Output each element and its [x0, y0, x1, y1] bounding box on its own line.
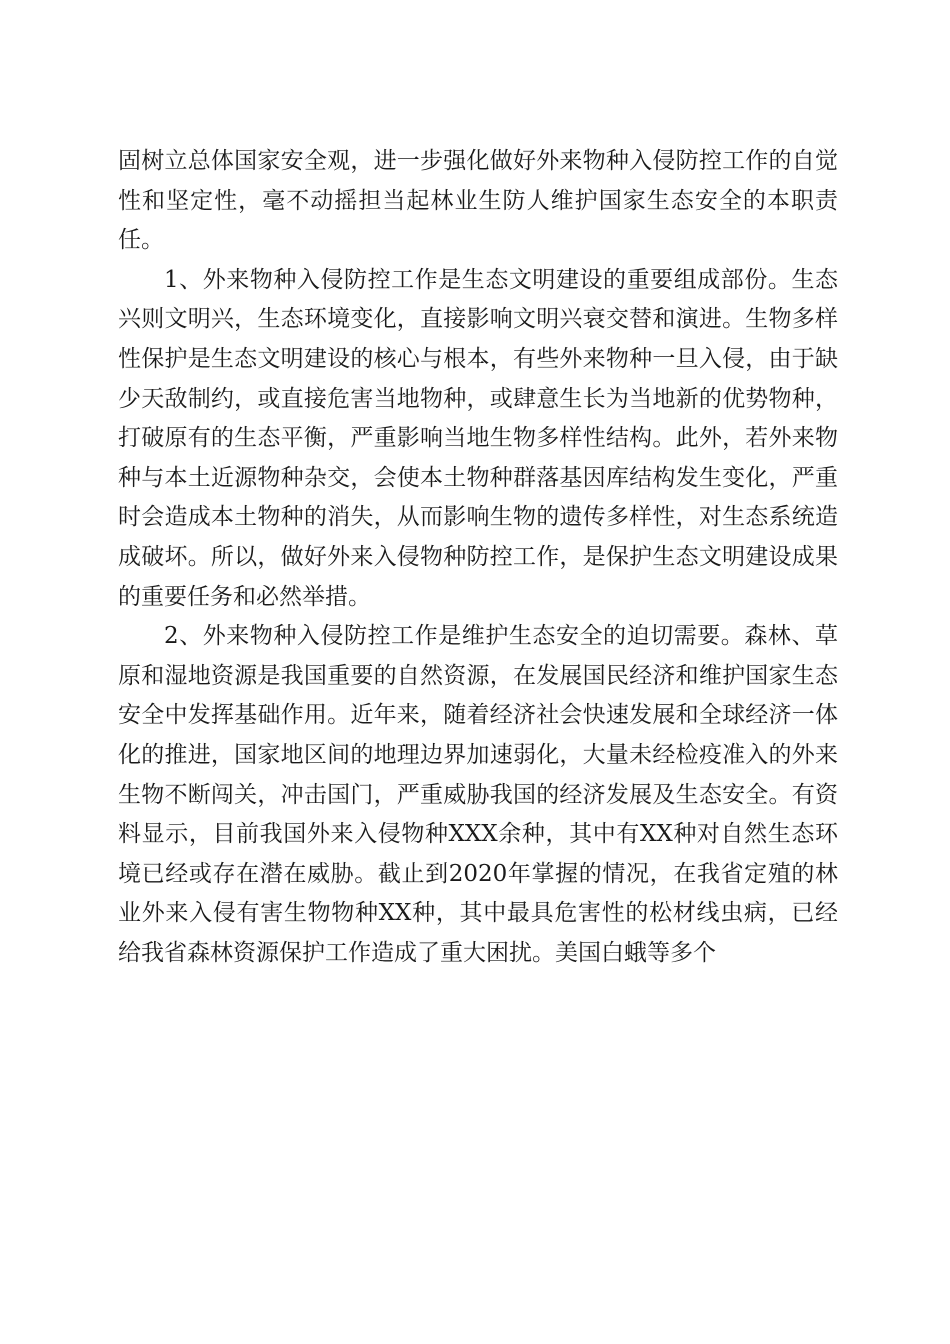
paragraph-point-1: 1、外来物种入侵防控工作是生态文明建设的重要组成部份。生态兴则文明兴，生态环境变化，直接影响文明兴衰交替和演进。生物多样性保护是生态文明建设的核心与根本，有些外来物种一旦入侵，由于缺少天敌制约，或直接危害当地物种，或肆意生长为当地新的优势物种，打破原有的生态平衡，严重影响当地生物多样性结构。此外，若外来物种与本土近源物种杂交，会使本土物种群落基因库结构发生变化，严重时会造成本土物种的消失，从而影响生物的遗传多样性，对生态系统造成破坏。所以，做好外来入侵物种防控工作，是保护生态文明建设成果的重要任务和必然举措。: [118, 266, 838, 610]
paragraph-point-2: 2、外来物种入侵防控工作是维护生态安全的迫切需要。森林、草原和湿地资源是我国重要的自然资源，在发展国民经济和维护国家生态安全中发挥基础作用。近年来，随着经济社会快速发展和全球经济一体化的推进，国家地区间的地理边界加速弱化，大量未经检疫准入的外来生物不断闯关，冲击国门，严重威胁我国的经济发展及生态安全。有资料显示，目前我国外来入侵物种XXX余种，其中有XX种对自然生态环境已经或存在潜在威胁。截止到2020年掌握的情况，在我省定殖的林业外来入侵有害生物物种XX种，其中最具危害性的松材线虫病，已经给我省森林资源保护工作造成了重大困扰。美国白蛾等多个: [118, 623, 838, 966]
document-body: [118, 142, 838, 973]
paragraph-continuation: 固树立总体国家安全观，进一步强化做好外来物种入侵防控工作的自觉性和坚定性，毫不动摇担当起林业生防人维护国家生态安全的本职责任。: [118, 148, 838, 254]
